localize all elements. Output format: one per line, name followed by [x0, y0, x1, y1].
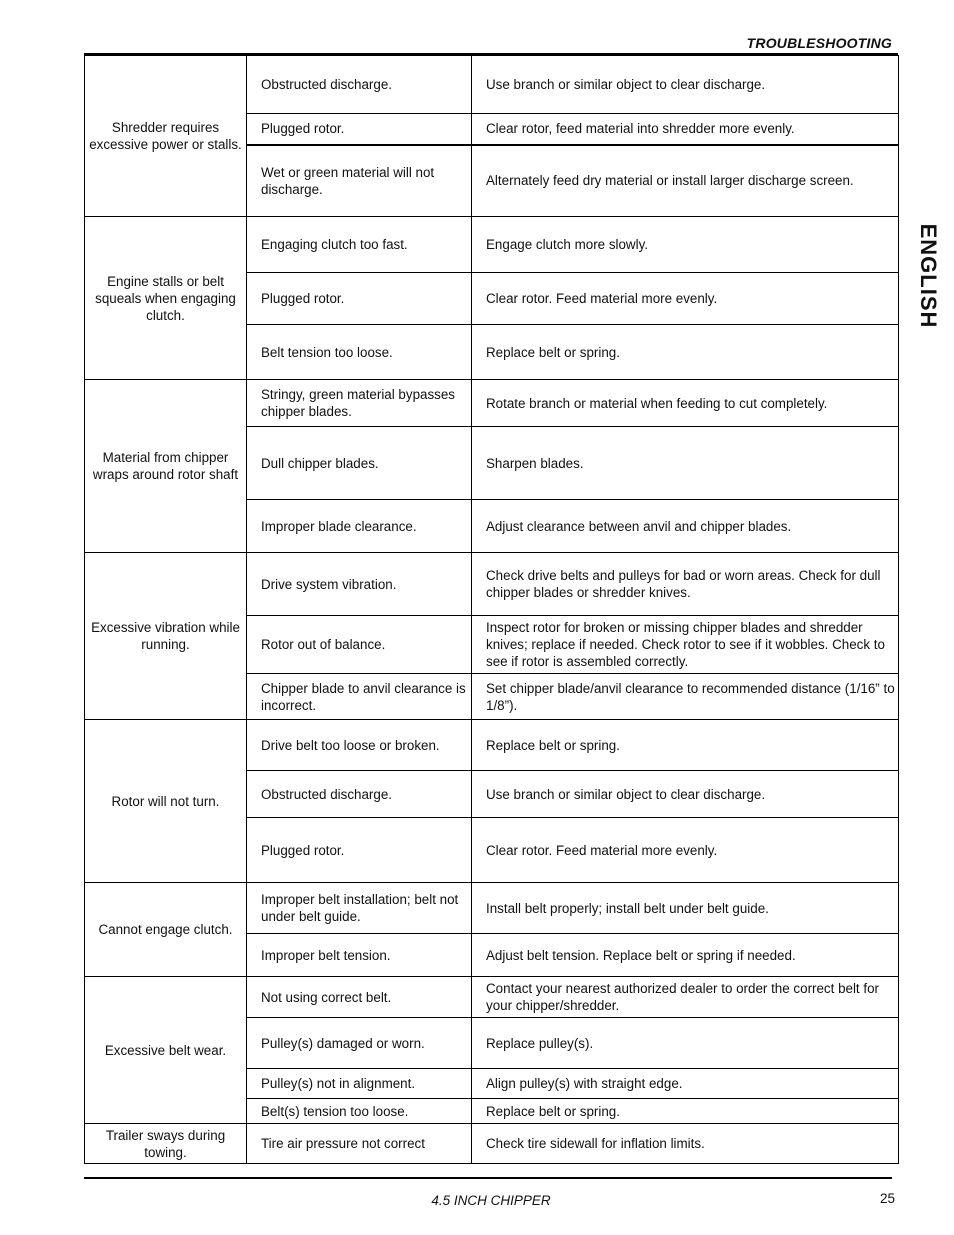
cause-cell: Drive system vibration.	[247, 553, 472, 616]
cause-cell: Plugged rotor.	[247, 818, 472, 883]
cause-cell: Belt(s) tension too loose.	[247, 1099, 472, 1124]
troubleshooting-table	[84, 55, 899, 1164]
cause-cell: Obstructed discharge.	[247, 771, 472, 818]
cause-cell: Obstructed discharge.	[247, 56, 472, 114]
language-side-label: ENGLISH	[916, 223, 941, 329]
problem-cell: Cannot engage clutch.	[85, 883, 247, 977]
cause-cell: Belt tension too loose.	[247, 325, 472, 380]
cause-cell: Improper belt tension.	[247, 934, 472, 977]
remedy-cell: Adjust belt tension. Replace belt or spring if needed.	[472, 934, 899, 977]
remedy-cell: Inspect rotor for broken or missing chipper blades and shredder knives; replace if needed. Check rotor to see if it wobbles. Check to see if rotor is assembled correctly.	[472, 616, 899, 674]
problem-cell: Material from chipper wraps around rotor shaft	[85, 380, 247, 553]
cause-cell: Rotor out of balance.	[247, 616, 472, 674]
remedy-cell: Alternately feed dry material or install larger discharge screen.	[472, 145, 899, 217]
remedy-cell: Check tire sidewall for inflation limits.	[472, 1124, 899, 1164]
cause-cell: Pulley(s) damaged or worn.	[247, 1018, 472, 1069]
remedy-cell: Align pulley(s) with straight edge.	[472, 1069, 899, 1099]
remedy-cell: Use branch or similar object to clear discharge.	[472, 771, 899, 818]
cause-cell: Drive belt too loose or broken.	[247, 720, 472, 771]
table-row	[85, 56, 899, 114]
problem-cell: Rotor will not turn.	[85, 720, 247, 883]
remedy-cell: Clear rotor. Feed material more evenly.	[472, 273, 899, 325]
remedy-cell: Clear rotor. Feed material more evenly.	[472, 818, 899, 883]
cause-cell: Tire air pressure not correct	[247, 1124, 472, 1164]
remedy-cell: Engage clutch more slowly.	[472, 217, 899, 273]
cause-cell: Plugged rotor.	[247, 114, 472, 145]
remedy-cell: Adjust clearance between anvil and chipper blades.	[472, 500, 899, 553]
problem-cell: Engine stalls or belt squeals when engaging clutch.	[85, 217, 247, 380]
remedy-cell: Rotate branch or material when feeding to cut completely.	[472, 380, 899, 427]
cause-cell: Stringy, green material bypasses chipper blades.	[247, 380, 472, 427]
remedy-cell: Replace belt or spring.	[472, 720, 899, 771]
cause-cell: Engaging clutch too fast.	[247, 217, 472, 273]
table-row	[85, 553, 899, 616]
cause-cell: Plugged rotor.	[247, 273, 472, 325]
cause-cell: Dull chipper blades.	[247, 427, 472, 500]
table-row	[85, 217, 899, 273]
table-row	[85, 380, 899, 427]
problem-cell: Trailer sways during towing.	[85, 1124, 247, 1164]
page-header-title: TROUBLESHOOTING	[746, 35, 892, 51]
table-row	[85, 720, 899, 771]
problem-cell: Excessive vibration while running.	[85, 553, 247, 720]
problem-cell: Excessive belt wear.	[85, 977, 247, 1124]
remedy-cell: Replace belt or spring.	[472, 325, 899, 380]
table-row	[85, 1124, 899, 1164]
cause-cell: Chipper blade to anvil clearance is incorrect.	[247, 674, 472, 720]
footer-rule	[84, 1177, 892, 1179]
table-row	[85, 977, 899, 1018]
remedy-cell: Replace pulley(s).	[472, 1018, 899, 1069]
cause-cell: Pulley(s) not in alignment.	[247, 1069, 472, 1099]
remedy-cell: Install belt properly; install belt under belt guide.	[472, 883, 899, 934]
table-row	[85, 883, 899, 934]
remedy-cell: Clear rotor, feed material into shredder more evenly.	[472, 114, 899, 145]
remedy-cell: Check drive belts and pulleys for bad or worn areas. Check for dull chipper blades or shredder knives.	[472, 553, 899, 616]
remedy-cell: Set chipper blade/anvil clearance to recommended distance (1/16” to 1/8”).	[472, 674, 899, 720]
cause-cell: Wet or green material will not discharge.	[247, 145, 472, 217]
page-number: 25	[879, 1191, 895, 1206]
remedy-cell: Replace belt or spring.	[472, 1099, 899, 1124]
cause-cell: Improper blade clearance.	[247, 500, 472, 553]
footer-title: 4.5 INCH CHIPPER	[431, 1193, 551, 1208]
problem-cell: Shredder requires excessive power or stalls.	[85, 56, 247, 217]
remedy-cell: Contact your nearest authorized dealer to order the correct belt for your chipper/shredder.	[472, 977, 899, 1018]
remedy-cell: Sharpen blades.	[472, 427, 899, 500]
cause-cell: Improper belt installation; belt not under belt guide.	[247, 883, 472, 934]
cause-cell: Not using correct belt.	[247, 977, 472, 1018]
remedy-cell: Use branch or similar object to clear discharge.	[472, 56, 899, 114]
